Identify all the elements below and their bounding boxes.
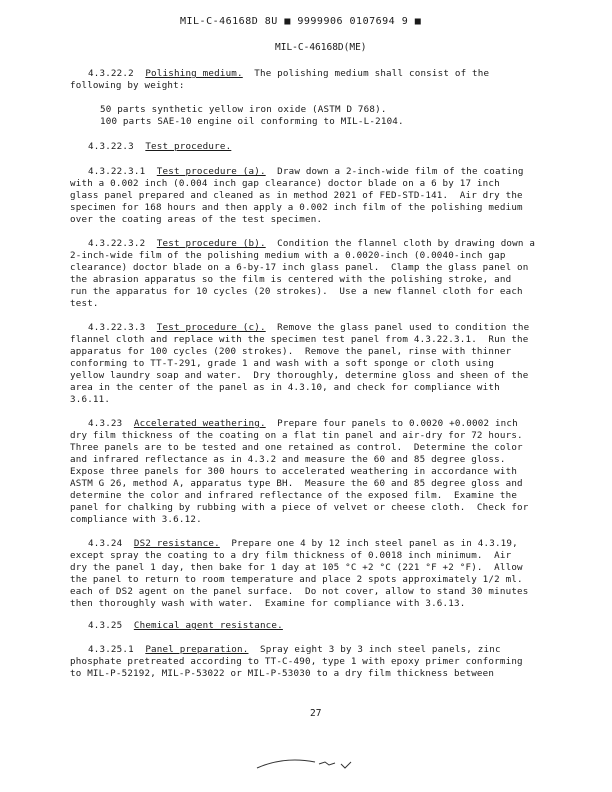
section-title: Chemical agent resistance. — [133, 620, 283, 631]
paragraph-line: each of DS2 agent on the panel surface. Do not cover, allow to stand 30 minutes — [70, 586, 529, 597]
section-number: 4.3.25 — [88, 620, 123, 631]
paragraph-line: 2-inch-wide film of the polishing medium with a 0.0020-inch (0.0040-inch gap — [70, 250, 506, 261]
section-number: 4.3.23 — [88, 418, 123, 429]
paragraph-text: Spray eight 3 by 3 inch steel panels, zinc — [259, 644, 501, 655]
handwritten-mark-icon — [255, 752, 375, 774]
paragraph-line: then thoroughly wash with water. Examine for compliance with 3.6.13. — [70, 598, 466, 609]
paragraph-line: ASTM G 26, method A, apparatus type BH. Measure the 60 and 85 degree gloss and — [70, 478, 523, 489]
section-4-3-23-line-1 — [88, 418, 518, 430]
paragraph-line: to MIL-P-52192, MIL-P-53022 or MIL-P-53030 to a dry film thickness between — [70, 668, 495, 679]
paragraph-line: panel for chalking by rubbing with a piece of velvet or cheese cloth. Check for — [70, 502, 529, 513]
section-number: 4.3.25.1 — [88, 644, 134, 655]
paragraph-text: Prepare one 4 by 12 inch steel panel as in 4.3.19, — [231, 538, 518, 549]
paragraph-line: test. — [70, 298, 99, 309]
paragraph-line: determine the color and infrared reflectance of the exposed film. Examine the — [70, 490, 518, 501]
list-item: 50 parts synthetic yellow iron oxide (ASTM D 768). — [100, 104, 387, 115]
paragraph-line: apparatus for 100 cycles (200 strokes). Remove the panel, rinse with thinner — [70, 346, 512, 357]
paragraph-line: glass panel prepared and cleaned as in method 2021 of FED-STD-141. Air dry the — [70, 190, 523, 201]
paragraph-line: compliance with 3.6.12. — [70, 514, 202, 525]
paragraph-line: the panel to return to room temperature and place 2 spots approximately 1/2 ml. — [70, 574, 523, 585]
section-number: 4.3.22.2 — [88, 68, 134, 79]
section-number: 4.3.22.3.1 — [88, 166, 146, 177]
section-number: 4.3.22.3.3 — [88, 322, 146, 333]
paragraph-line: conforming to TT-T-291, grade 1 and wash with a soft sponge or cloth using — [70, 358, 495, 369]
section-4-3-22-2-line-1 — [88, 68, 489, 80]
paragraph-line: Expose three panels for 300 hours to accelerated weathering in accordance with — [70, 466, 518, 477]
paragraph-text: Remove the glass panel used to condition the — [277, 322, 530, 333]
section-title: Test procedure (c). — [156, 322, 266, 333]
section-title: Test procedure (b). — [156, 238, 266, 249]
paragraph-text: Prepare four panels to 0.0020 +0.0002 inch — [277, 418, 518, 429]
section-4-3-25-1-line-1 — [88, 644, 501, 656]
section-number: 4.3.24 — [88, 538, 123, 549]
paragraph-line: flannel cloth and replace with the specimen test panel from 4.3.22.3.1. Run the — [70, 334, 529, 345]
paragraph-line: over the coating areas of the test specimen. — [70, 214, 323, 225]
paragraph-text: Condition the flannel cloth by drawing down a — [277, 238, 536, 249]
section-title: Polishing medium. — [145, 68, 243, 79]
paragraph-line: dry film thickness of the coating on a flat tin panel and air-dry for 72 hours. — [70, 430, 523, 441]
section-title: Test procedure (a). — [156, 166, 266, 177]
paragraph-line: following by weight: — [70, 80, 185, 91]
section-4-3-22-3-heading — [88, 141, 231, 153]
paragraph-line: with a 0.002 inch (0.004 inch gap clearance) doctor blade on a 6 by 17 inch — [70, 178, 500, 189]
paragraph-line: clearance) doctor blade on a 6-by-17 inch glass panel. Clamp the glass panel on — [70, 262, 529, 273]
section-number: 4.3.22.3.2 — [88, 238, 146, 249]
paragraph-line: phosphate pretreated according to TT-C-490, type 1 with epoxy primer conforming — [70, 656, 523, 667]
section-4-3-25-heading — [88, 620, 283, 632]
paragraph-text: The polishing medium shall consist of the — [254, 68, 490, 79]
section-title: DS2 resistance. — [133, 538, 220, 549]
section-title: Accelerated weathering. — [133, 418, 266, 429]
paragraph-line: and infrared reflectance as in 4.3.2 and measure the 60 and 85 degree gloss. — [70, 454, 506, 465]
section-4-3-22-3-1-line-1 — [88, 166, 524, 178]
document-id: MIL-C-46168D(ME) — [275, 42, 367, 53]
paragraph-line: except spray the coating to a dry film thickness of 0.0018 inch minimum. Air — [70, 550, 512, 561]
page-number: 27 — [310, 708, 322, 719]
paragraph-line: specimen for 168 hours and then apply a 0.002 inch film of the polishing medium — [70, 202, 523, 213]
paragraph-line: yellow laundry soap and water. Dry thoroughly, determine gloss and sheen of the — [70, 370, 529, 381]
section-number: 4.3.22.3 — [88, 141, 134, 152]
paragraph-line: the abrasion apparatus so the film is centered with the polishing stroke, and — [70, 274, 512, 285]
microfilm-header: MIL-C-46168D 8U ■ 9999906 0107694 9 ■ — [180, 16, 422, 27]
paragraph-line: area in the center of the panel as in 4.3.10, and check for compliance with — [70, 382, 500, 393]
paragraph-line: dry the panel 1 day, then bake for 1 day at 105 °C +2 °C (221 °F +2 °F). Allow — [70, 562, 523, 573]
list-item: 100 parts SAE-10 engine oil conforming to MIL-L-2104. — [100, 116, 404, 127]
section-4-3-22-3-3-line-1 — [88, 322, 529, 334]
section-4-3-22-3-2-line-1 — [88, 238, 535, 250]
section-4-3-24-line-1 — [88, 538, 518, 550]
paragraph-line: run the apparatus for 10 cycles (20 strokes). Use a new flannel cloth for each — [70, 286, 523, 297]
section-title: Panel preparation. — [145, 644, 249, 655]
paragraph-line: 3.6.11. — [70, 394, 111, 405]
paragraph-line: Three panels are to be tested and one retained as control. Determine the color — [70, 442, 523, 453]
paragraph-text: Draw down a 2-inch-wide film of the coating — [277, 166, 524, 177]
section-title: Test procedure. — [145, 141, 232, 152]
